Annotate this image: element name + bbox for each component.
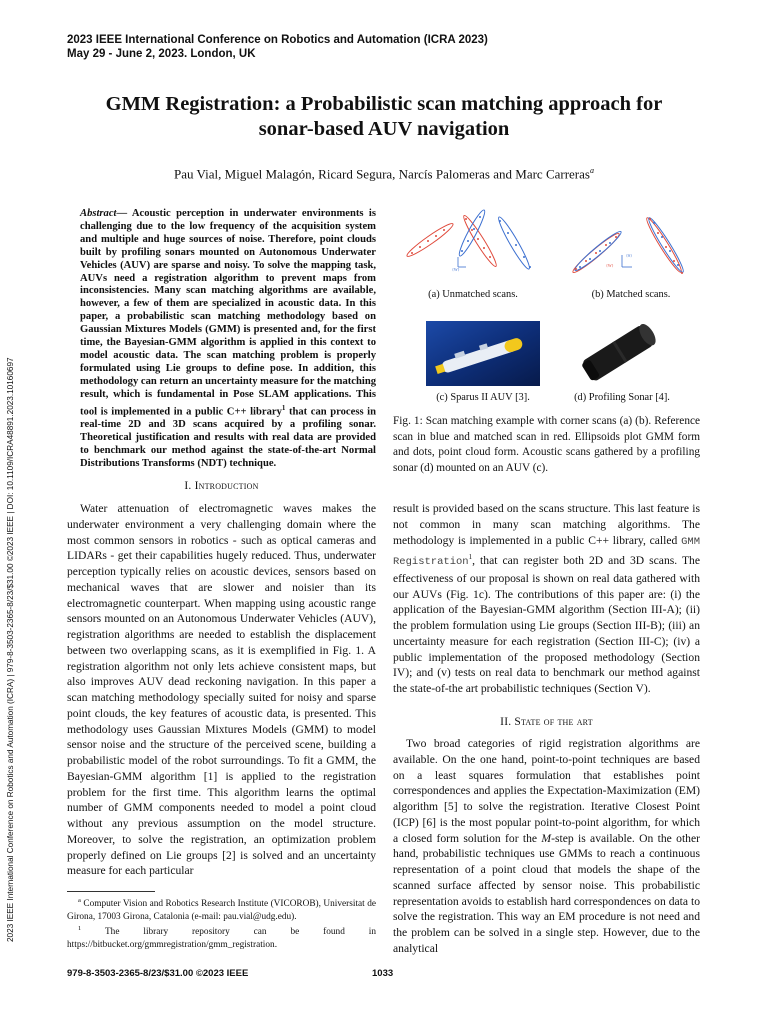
title-line-1: GMM Registration: a Probabilistic scan matching approach for (105, 93, 663, 115)
profiling-sonar-photo (575, 318, 665, 388)
contributions-text-2: , that can register both 2D and 3D scans. The effectiveness of our proposal is shown on real data gathered with our AUVs (Fig. 1c). The contributions of this paper are: (i) the application of the Bayesian-GMM algorithm (Section III-A); (ii) the problem formulation using Lie groups (Section III-B); (iii) an uncertainty measure for each registration (Section III-C); (iv) a public implementation of the proposed methodology (Section IV); and (v) tests on real data to benchmark our method against the state-of-the art probabilistic techniques (Section V). (393, 554, 700, 696)
library-footnote-mark: 1 (468, 553, 473, 562)
footnote-mark-1: 1 (78, 925, 82, 933)
matched-scans-image (560, 205, 702, 285)
footnote-affiliation (67, 895, 376, 923)
right-column-body (393, 501, 700, 697)
unmatched-scans-image (402, 205, 544, 285)
paper-title (60, 92, 708, 142)
abstract (80, 208, 376, 471)
conference-line-2: May 29 - June 2, 2023. London, UK (67, 48, 256, 60)
title-line-2: sonar-based AUV navigation (258, 118, 510, 140)
author-list (60, 163, 708, 182)
matched-scan-ellipse (461, 213, 500, 268)
state-of-the-art-paragraph (393, 736, 700, 957)
page-number: 1033 (372, 968, 394, 979)
axis-label-reference: {W} (452, 267, 460, 272)
abstract-footnote-mark: 1 (281, 403, 286, 412)
abstract-text-1: — Acoustic perception in underwater environments is challenging due to the low frequency of the acquisition system and multiple and huge sources of noise. Therefore, point clouds built by profiling sonars mounted on Autonomous Underwater Vehicles (AUV) are sparse and noisy. To solve the mapping task, AUVs need a registration algorithm to prevent maps from inconsistencies. Many scan matching algorithms are available, however, a few of them are specialized in acoustic data. In this paper, a probabilistic scan matching methodology based on Gaussian Mixtures Models (GMM) is presented and, for the first time, the Bayesian-GMM algorithm is applied in this context to model acoustic data. The scan matching problem is properly formulated using Lie groups to define pose. In addition, this methodology can return an uncertainty measure for the matching result, which is fundamental in Pose SLAM applications. This tool is implemented in a public C++ library (80, 208, 377, 418)
authors-text: Pau Vial, Miguel Malagón, Ricard Segura, Narcís Palomeras and Marc Carreras (174, 166, 590, 182)
sparus-auv-photo (426, 321, 540, 386)
conference-header (67, 33, 488, 61)
figure-panel-sonar (575, 318, 665, 388)
footer-isbn: 979-8-3503-2365-8/23/$31.00 ©2023 IEEE (67, 968, 249, 979)
author-affil-mark: a (589, 166, 594, 175)
intro-paragraph: Water attenuation of electromagnetic waves makes the underwater environment a very challenging domain where the most common sensors in robotics - such as optical cameras and LIDARs - get their capabilities hugely reduced. Thus, underwater perception typically relies on acoustic devices, sensors based on mechanical waves that are slower and noisier than its electromagnetic counterpart. When mapping using acoustic range sensors mounted on an Autonomous Underwater Vehicles (AUV), registration algorithms are needed to establish the displacement between two overlapping scans, as it is exemplified in Fig. 1. A registration algorithm not only lets achieve consistent maps, but also improves AUV dead reckoning navigation. In this paper a scan matching methodology specially suited for noisy and sparse point clouds, the key features of acoustic data, is presented. This methodology uses Gaussian Mixtures Models (GMM) to model sensor noise and the structure of the perceived scene, building a probabilistic model of the robot surroundings. To fit a GMM, the Bayesian-GMM algorithm [1] is applied to the registration problem for the first time. This algorithm learns the optimal number of GMM components needed to model a point cloud without any previous assumption on the model structure. Moreover, to solve the registration, an optimization problem properly defined on Lie groups [2] is solved and an uncertainty measure for each particular (67, 502, 376, 878)
figure-panel-unmatched (402, 205, 544, 285)
reference-scan-ellipse (646, 216, 687, 275)
footnote-affiliation-text: Computer Vision and Robotics Research Institute (VICOROB), Universitat de Girona, 17003 Girona, Catalonia (e-mail: pau.vial@udg.edu). (67, 899, 376, 922)
contributions-text-1: result is provided based on the scans structure. This last feature is not common in many scan matching algorithms. The methodology is implemented in a public C++ library, called (393, 502, 700, 547)
subcaption-a: (a) Unmatched scans. (428, 289, 518, 300)
state-of-the-art-body (393, 736, 700, 957)
footnote-library-text: The library repository can be found in https://bitbucket.org/gmmregistration/gmm_registration. (67, 927, 376, 950)
conference-line-1: 2023 IEEE International Conference on Robotics and Automation (ICRA 2023) (67, 34, 488, 46)
doi-sidebar: 2023 IEEE International Conference on Robotics and Automation (ICRA) | 979-8-3503-2365-8/23/$31.00 ©2023 IEEE | DOI: 10.1109/ICRA48891.2023.10160697 (6, 357, 15, 942)
sota-text-1: Two broad categories of rigid registration algorithms are available. On the one hand, point-to-point techniques are based on a least squares formulation that establishes point correspondences and applies the Expectation-Maximization (EM) algorithm [5] to solve the registration. Iterative Closest Point (ICP) [6] is the most popular point-to-point algorithm, for which a closed form solution for the (393, 737, 700, 845)
library-name: GMM Registration (393, 535, 700, 569)
figure-caption: Fig. 1: Scan matching example with corner scans (a) (b). Reference scan in blue and matched scan in red. Ellipsoids plot GMM form and dots, point cloud form. Acoustic scans gathered by a profiling sonar (d) mounted on an AUV (c). (393, 415, 700, 474)
section-title: State of the art (514, 716, 593, 728)
subcaption-c: (c) Sparus II AUV [3]. (436, 392, 530, 403)
footnote-library (67, 923, 376, 951)
footnote-mark-a: a (78, 897, 81, 904)
contributions-paragraph (393, 501, 700, 697)
footnotes (67, 895, 376, 951)
abstract-text-2: that can process in real-time 2D and 3D scans acquired by a profiling sonar. Theoretical justification and results with real data are provided to benchmark our method against the state-of-the-art Normal Distributions Transforms (NDT) technique. (80, 406, 376, 469)
axis-label-sensor: {S} (626, 253, 633, 258)
abstract-label: Abstract (80, 208, 117, 219)
reference-scan-ellipse (456, 208, 487, 258)
section-heading-state-of-the-art (393, 716, 700, 728)
axis-label-matched: {W} (606, 263, 614, 268)
figure-panel-auv (426, 321, 540, 386)
section-heading-introduction (67, 480, 376, 492)
section-title: Introduction (194, 480, 259, 492)
reference-scan-ellipse (496, 215, 533, 271)
subcaption-b: (b) Matched scans. (591, 289, 671, 300)
subcaption-d: (d) Profiling Sonar [4]. (574, 392, 670, 403)
footnote-rule (67, 891, 155, 892)
section-number: II. (500, 716, 512, 728)
section-number: I. (184, 480, 192, 492)
intro-body (67, 501, 376, 879)
sota-emphasis: M (541, 831, 552, 845)
figure-panel-matched (560, 205, 702, 285)
sota-text-2: -step is available. On the other hand, probabilistic techniques use GMMs to reach a continuous representation of a point cloud that models the shape of the scanned surface affected by sensor noise. This probabilistic representation avoids to establish hard correspondences on data to solve the registration. This way an EM procedure is not need and the problem can be solved in a single step. However, due to the analytical (393, 831, 700, 955)
